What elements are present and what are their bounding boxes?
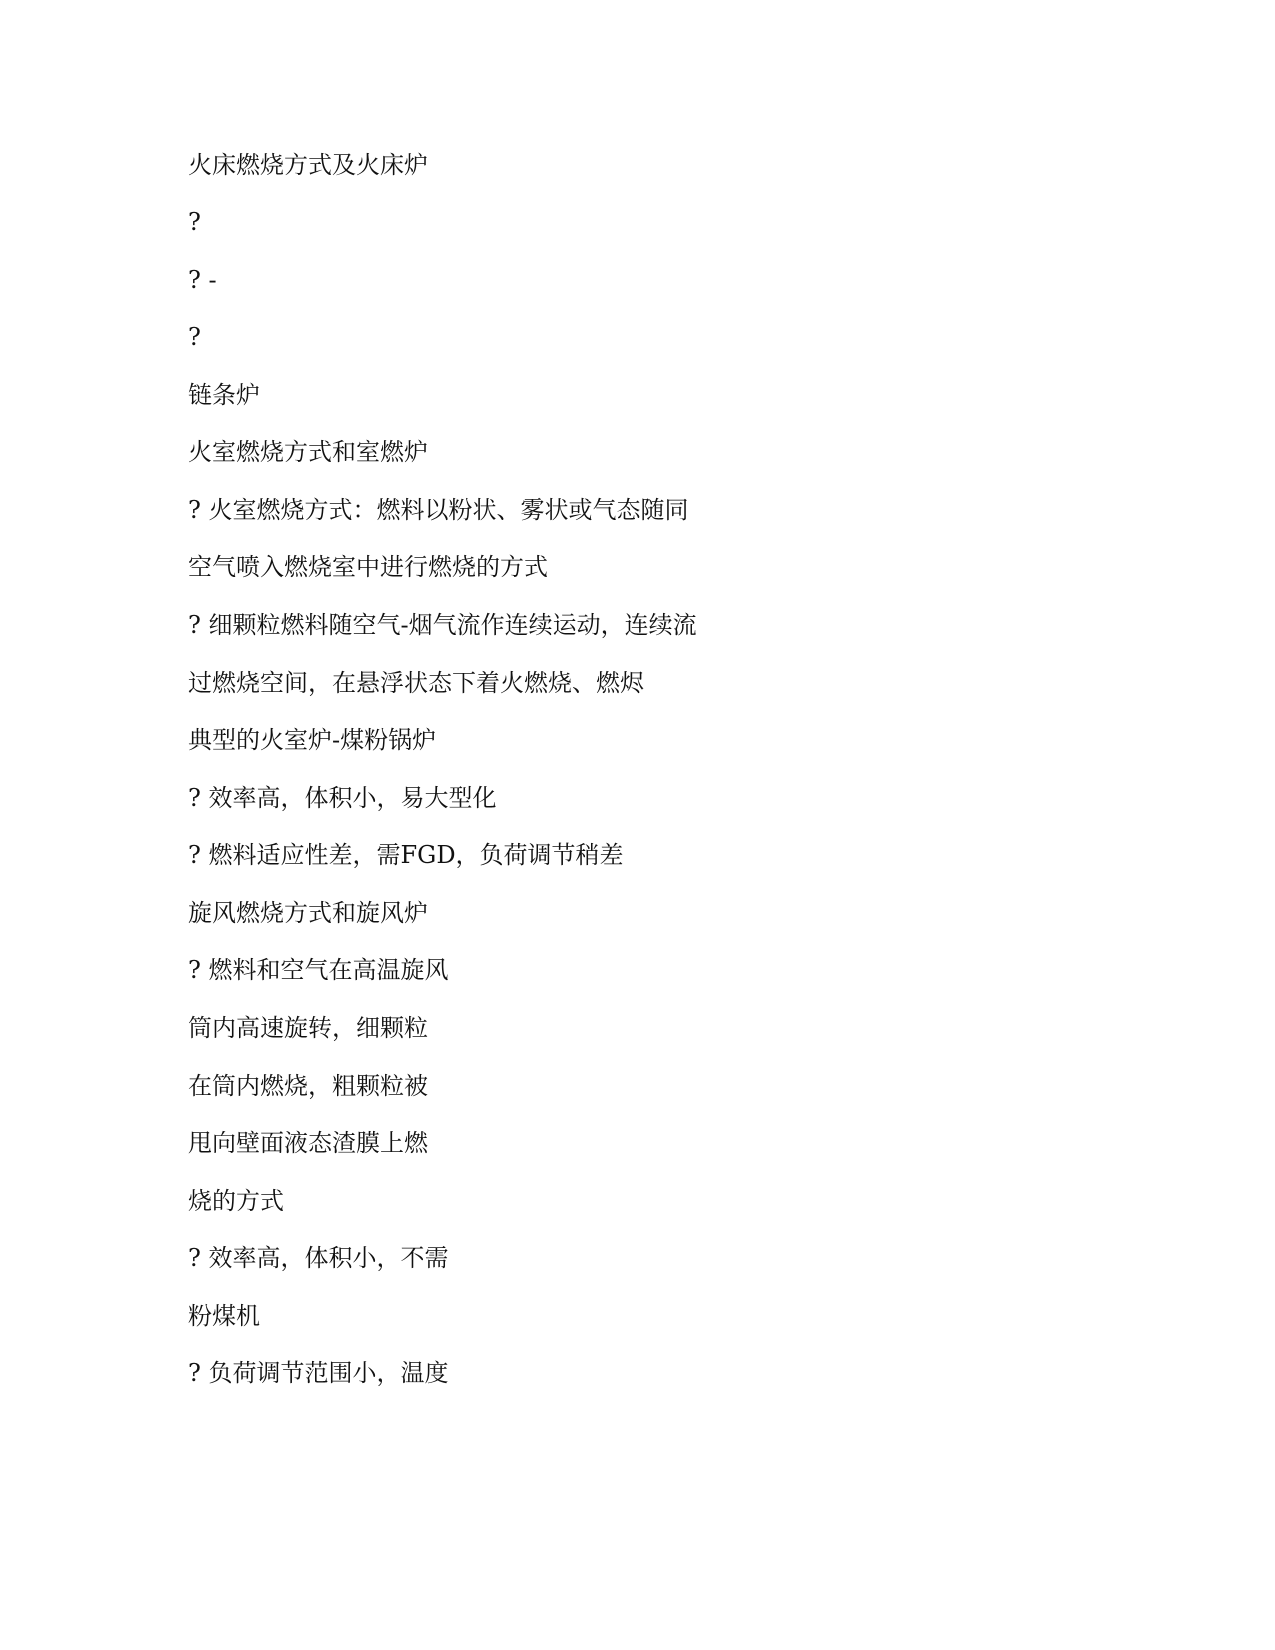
text-line: 典型的火室炉-煤粉锅炉: [188, 726, 437, 754]
text-line: 空气喷入燃烧室中进行燃烧的方式: [188, 553, 548, 581]
heading-cyclone-firing: 旋风燃烧方式和旋风炉: [188, 899, 428, 927]
text-line: 甩向壁面液态渣膜上燃: [188, 1129, 428, 1157]
bullet-line: ? 效率高，体积小，不需: [188, 1244, 449, 1272]
text-line: 粉煤机: [188, 1302, 260, 1330]
bullet-line: ? 效率高，体积小，易大型化: [188, 784, 497, 812]
text-line: 链条炉: [188, 381, 260, 409]
text-line: 在筒内燃烧，粗颗粒被: [188, 1072, 428, 1100]
text-line: 筒内高速旋转，细颗粒: [188, 1014, 428, 1042]
bullet-line: ? 燃料和空气在高温旋风: [188, 956, 449, 984]
text-line: 过燃烧空间，在悬浮状态下着火燃烧、燃烬: [188, 669, 644, 697]
heading-chamber-firing: 火室燃烧方式和室燃炉: [188, 438, 428, 466]
bullet-line: ? 细颗粒燃料随空气-烟气流作连续运动，连续流: [188, 611, 697, 639]
heading-grate-firing: 火床燃烧方式及火床炉: [188, 151, 428, 179]
bullet-placeholder: ? -: [188, 266, 217, 294]
bullet-placeholder: ?: [188, 208, 201, 236]
bullet-line: ? 火室燃烧方式：燃料以粉状、雾状或气态随同: [188, 496, 689, 524]
bullet-line: ? 燃料适应性差，需FGD，负荷调节稍差: [188, 841, 624, 869]
text-line: 烧的方式: [188, 1187, 284, 1215]
bullet-placeholder: ?: [188, 323, 201, 351]
bullet-line: ? 负荷调节范围小，温度: [188, 1359, 449, 1387]
